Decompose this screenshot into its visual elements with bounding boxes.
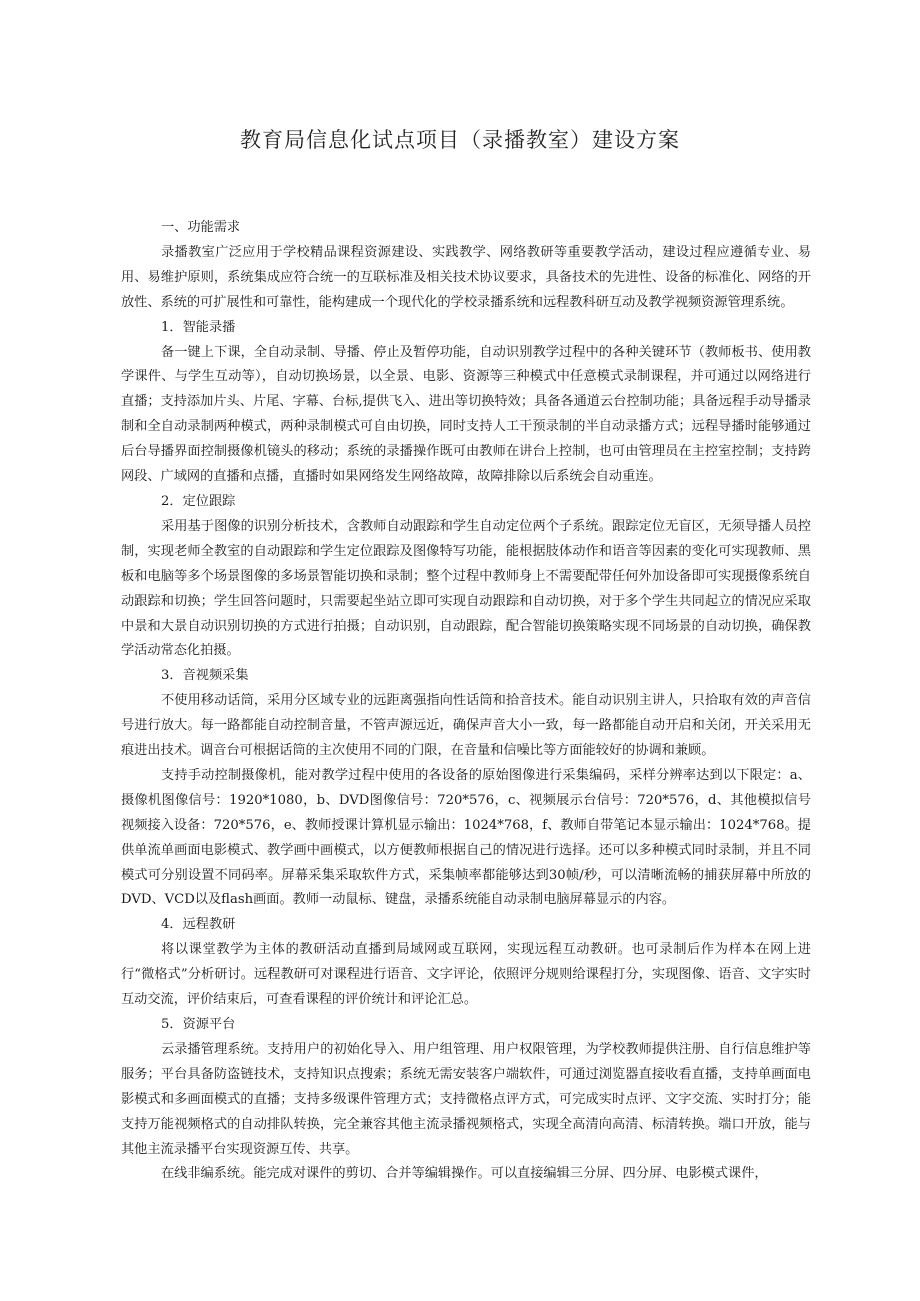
paragraph-video-capture: 支持手动控制摄像机，能对教学过程中使用的各设备的原始图像进行采集编码，采样分辨率达到以下限定：a、摄像机图像信号：1920*1080，b、DVD图像信号：720*576，c、视频展示台信号：720*576，d、其他模拟信号视频接入设备：720*576，e、教师授课计算机显示输出：1024*768，f、教师自带笔记本显示输出：1024*768。提供单流单画面电影模式、教学画中画模式，以方便教师根据自己的情况进行选择。还可以多种模式同时录制，并且不同模式可分别设置不同码率。屏幕采集采取软件方式，采集帧率都能够达到30帧/秒，可以清晰流畅的捕获屏幕中所放的DVD、VCD以及flash画面。教师一动鼠标、键盘，录播系统能自动录制电脑屏幕显示的内容。 <box>121 767 811 908</box>
document-body <box>121 216 811 1187</box>
paragraph-audio-capture: 不使用移动话筒，采用分区域专业的远距离强指向性话筒和拾音技术。能自动识别主讲人，只拾取有效的声音信号进行放大。每一路都能自动控制音量，不管声源远近，确保声音大小一致，每一路都能自动开启和关闭，开关采用无痕进出技术。调音台可根据话筒的主次使用不同的门限，在音量和信噪比等方面能较好的协调和兼顾。 <box>121 693 811 759</box>
paragraph-overview: 录播教室广泛应用于学校精品课程资源建设、实践教学、网络教研等重要教学活动，建设过程应遵循专业、易用、易维护原则，系统集成应符合统一的互联标准及相关技术协议要求，具备技术的先进性、设备的标准化、网络的开放性、系统的可扩展性和可靠性，能构建成一个现代化的学校录播系统和远程教科研互动及教学视频资源管理系统。 <box>121 244 811 310</box>
section-heading-resource-platform: 5．资源平台 <box>161 1017 236 1032</box>
paragraph-online-editing: 在线非编系统。能完成对课件的剪切、合并等编辑操作。可以直接编辑三分屏、四分屏、电影模式课件， <box>161 1166 768 1182</box>
section-heading-remote-research: 4．远程教研 <box>161 917 236 933</box>
paragraph-cloud-management: 云录播管理系统。支持用户的初始化导入、用户组管理、用户权限管理，为学校教师提供注册、自行信息维护等服务；平台具备防盗链技术，支持知识点搜索；系统无需安装客户端软件，可通过浏览器直接收看直播，支持单画面电影模式和多画面模式的直播；支持多级课件管理方式；支持微格点评方式，可完成实时点评、文字交流、实时打分；能支持万能视频格式的自动排队转换，完全兼容其他主流录播视频格式，实现全高清向高清、标清转换。端口开放，能与其他主流录播平台实现资源互传、共享。 <box>121 1041 811 1157</box>
paragraph-tracking: 采用基于图像的识别分析技术，含教师自动跟踪和学生自动定位两个子系统。跟踪定位无盲区，无须导播人员控制，实现老师全教室的自动跟踪和学生定位跟踪及图像特写功能，能根据肢体动作和语音等因素的变化可实现教师、黑板和电脑等多个场景图像的多场景智能切换和录制；整个过程中教师身上不需要配带任何外加设备即可实现摄像系统自动跟踪和切换；学生回答问题时，只需要起坐站立即可实现自动跟踪和自动切换，对于多个学生共同起立的情况应采取中景和大景自动识别切换的方式进行拍摄；自动识别，自动跟踪，配合智能切换策略实现不同场景的自动切换，确保教学活动常态化拍摄。 <box>121 518 811 659</box>
section-heading-smart-recording: 1．智能录播 <box>161 319 236 335</box>
section-heading-requirements: 一、功能需求 <box>161 220 241 235</box>
page-title: 教育局信息化试点项目（录播教室）建设方案 <box>240 128 680 152</box>
paragraph-remote-research: 将以课堂教学为主体的教研活动直播到局域网或互联网，实现远程互动教研。也可录制后作为样本在网上进行“微格式”分析研讨。远程教研可对课程进行语音、文字评论，依照评分规则给课程打分，实现图像、语音、文字实时互动交流，评价结束后，可查看课程的评价统计和评论汇总。 <box>121 942 811 1008</box>
paragraph-smart-recording: 备一键上下课，全自动录制、导播、停止及暂停功能，自动识别教学过程中的各种关键环节（教师板书、使用教学课件、与学生互动等），自动切换场景，以全景、电影、资源等三种模式中任意模式录制课程，并可通过以网络进行直播；支持添加片头、片尾、字幕、台标,提供飞入、进出等切换特效；具备各通道云台控制功能；具备远程手动导播录制和全自动录制两种模式，两种录制模式可自由切换，同时支持人工干预录制的半自动录播方式；远程导播时能够通过后台导播界面控制摄像机镜头的移动；系统的录播操作既可由教师在讲台上控制，也可由管理员在主控室控制；支持跨网段、广域网的直播和点播，直播时如果网络发生网络故障，故障排除以后系统会自动重连。 <box>121 344 811 485</box>
section-heading-av-capture: 3．音视频采集 <box>161 668 249 684</box>
section-heading-tracking: 2．定位跟踪 <box>161 493 236 509</box>
